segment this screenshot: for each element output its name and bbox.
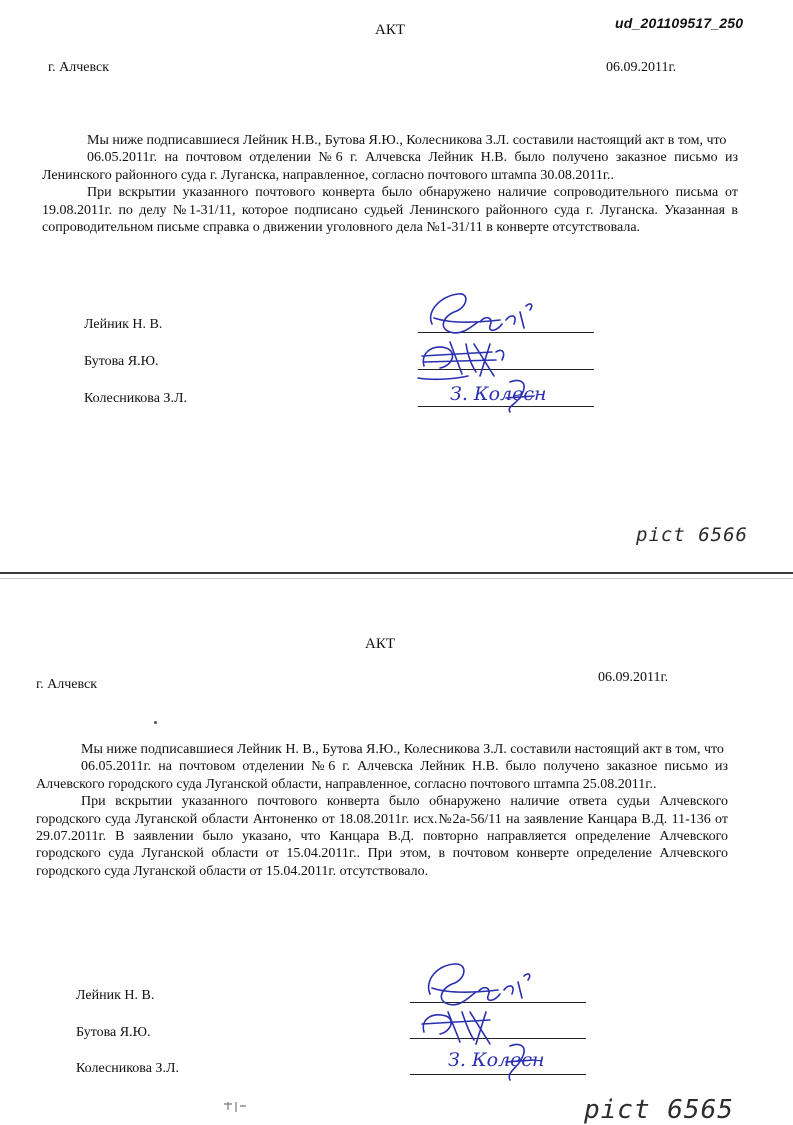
act-city: г. Алчевск xyxy=(36,677,98,692)
act-paragraph: 06.05.2011г. на почтовом отделении №6 г. Алчевска Лейник Н.В. было получено заказное письмо из Алчевского городского суда Луганской области, направленное, согласно почтового штампа 25.08.2011г.. xyxy=(36,759,728,792)
act-title: АКТ xyxy=(375,22,405,38)
act-body xyxy=(36,741,728,880)
act-paragraph: 06.05.2011г. на почтовом отделении №6 г. Алчевска Лейник Н.В. было получено заказное письмо из Ленинского районного суда г. Луганска, направленное, согласно почтового штампа 30.08.2011г.. xyxy=(42,150,738,183)
signature-text: З. Колесн xyxy=(450,383,547,405)
signer-name: Колесникова З.Л. xyxy=(76,1061,179,1076)
signatures-image xyxy=(410,282,610,422)
act-paragraph: Мы ниже подписавшиеся Лейник Н. В., Бутова Я.Ю., Колесникова З.Л. составили настоящий акт в том, что xyxy=(81,742,724,757)
scan-speck xyxy=(154,721,157,724)
act-sheet-2 xyxy=(0,574,793,1123)
act-body xyxy=(42,132,738,236)
act-paragraph: При вскрытии указанного почтового конверта было обнаружено наличие ответа судьи Алчевского городского суда Луганской области Антоненко от 18.08.2011г. исх.№2а-56/11 на заявление Канцара В.Д. 11-136 от 29.07.2011г. В заявлении было указано, что Канцара В.Д. повторно направляется определение Алчевского городского суда Луганской области от 15.04.2011г.. При этом, в почтовом конверте определение Алчевского городского суда Луганской области от 15.04.2011г. отсутствовало. xyxy=(36,794,728,879)
page-stamp: pict 6566 xyxy=(636,524,748,546)
scan-mark-icon xyxy=(222,1100,248,1114)
act-title: АКТ xyxy=(365,636,395,652)
signer-name: Колесникова З.Л. xyxy=(84,391,187,406)
signature-text: З. Колесн xyxy=(448,1049,545,1071)
signatures-image xyxy=(400,954,600,1094)
signer-name: Лейник Н. В. xyxy=(76,988,155,1003)
act-date: 06.09.2011г. xyxy=(598,670,669,685)
document-id: ud_201109517_250 xyxy=(615,15,744,31)
act-paragraph: При вскрытии указанного почтового конверта было обнаружено наличие сопроводительного письма от 19.08.2011г. по делу №1-31/11, которое подписано судьей Ленинского районного суда г. Луганска. Указанная в сопроводительном письме справка о движении уголовного дела №1-31/11 в конверте отсутствовала. xyxy=(42,185,738,236)
scan-mark xyxy=(222,1100,248,1118)
act-date: 06.09.2011г. xyxy=(606,60,677,75)
signer-name: Бутова Я.Ю. xyxy=(76,1025,151,1040)
act-city: г. Алчевск xyxy=(48,60,110,75)
act-paragraph: Мы ниже подписавшиеся Лейник Н.В., Бутова Я.Ю., Колесникова З.Л. составили настоящий акт в том, что xyxy=(87,133,727,148)
page-stamp: pict 6565 xyxy=(584,1095,734,1125)
signer-name: Лейник Н. В. xyxy=(84,317,163,332)
signer-name: Бутова Я.Ю. xyxy=(84,354,159,369)
